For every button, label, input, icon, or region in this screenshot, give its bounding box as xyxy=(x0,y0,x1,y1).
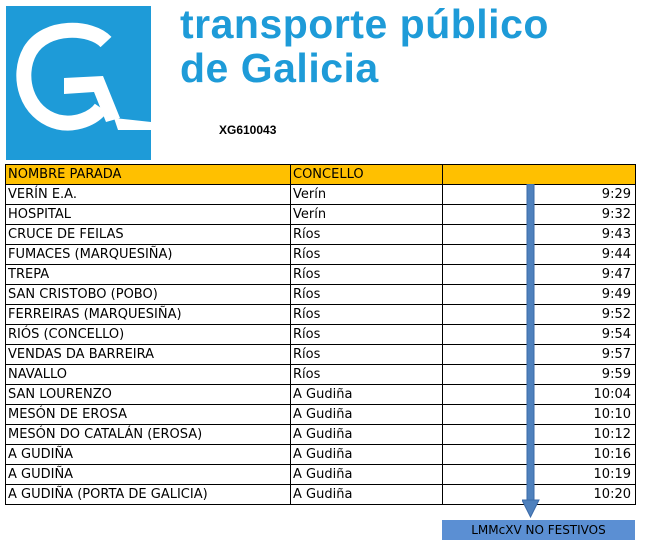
time-cell: 9:54 xyxy=(443,325,636,345)
stop-name-cell: MESÓN DO CATALÁN (EROSA) xyxy=(6,425,291,445)
service-days-label: LMMcXV NO FESTIVOS xyxy=(442,520,635,540)
stop-name-cell: FERREIRAS (MARQUESIÑA) xyxy=(6,305,291,325)
council-cell: A Gudiña xyxy=(291,465,443,485)
council-cell: A Gudiña xyxy=(291,445,443,465)
table-row xyxy=(6,465,636,485)
council-cell: Ríos xyxy=(291,265,443,285)
council-cell: Ríos xyxy=(291,245,443,265)
table-row xyxy=(6,425,636,445)
time-cell: 10:10 xyxy=(443,405,636,425)
council-cell: A Gudiña xyxy=(291,485,443,505)
stop-name-cell: VENDAS DA BARREIRA xyxy=(6,345,291,365)
time-cell: 10:04 xyxy=(443,385,636,405)
table-row xyxy=(6,385,636,405)
stop-name-cell: TREPA xyxy=(6,265,291,285)
stop-name-cell: MESÓN DE EROSA xyxy=(6,405,291,425)
stop-name-cell: A GUDIÑA xyxy=(6,465,291,485)
table-row xyxy=(6,265,636,285)
stop-name-cell: FUMACES (MARQUESIÑA) xyxy=(6,245,291,265)
table-row xyxy=(6,365,636,385)
time-cell: 9:29 xyxy=(443,185,636,205)
stop-name-cell: NAVALLO xyxy=(6,365,291,385)
table-row xyxy=(6,325,636,345)
stop-name-cell: A GUDIÑA (PORTA DE GALICIA) xyxy=(6,485,291,505)
table-row xyxy=(6,225,636,245)
council-cell: Ríos xyxy=(291,325,443,345)
time-cell: 9:47 xyxy=(443,265,636,285)
time-cell: 9:44 xyxy=(443,245,636,265)
stop-name-cell: VERÍN E.A. xyxy=(6,185,291,205)
council-cell: Verín xyxy=(291,205,443,225)
table-row xyxy=(6,485,636,505)
brand-line-2: de Galicia xyxy=(180,45,379,91)
timetable xyxy=(5,164,636,505)
stop-name-cell: SAN CRISTOBO (POBO) xyxy=(6,285,291,305)
council-cell: Ríos xyxy=(291,345,443,365)
time-cell: 9:59 xyxy=(443,365,636,385)
table-row xyxy=(6,285,636,305)
time-cell: 9:52 xyxy=(443,305,636,325)
header-time xyxy=(443,165,636,185)
table-row xyxy=(6,345,636,365)
time-cell: 10:16 xyxy=(443,445,636,465)
council-cell: Ríos xyxy=(291,225,443,245)
council-cell: Verín xyxy=(291,185,443,205)
council-cell: A Gudiña xyxy=(291,425,443,445)
stop-name-cell: SAN LOURENZO xyxy=(6,385,291,405)
table-row xyxy=(6,305,636,325)
time-cell: 9:49 xyxy=(443,285,636,305)
stop-name-cell: CRUCE DE FEILAS xyxy=(6,225,291,245)
table-row xyxy=(6,405,636,425)
table-row xyxy=(6,185,636,205)
table-header-row xyxy=(6,165,636,185)
time-cell: 10:12 xyxy=(443,425,636,445)
council-cell: Ríos xyxy=(291,305,443,325)
table-row xyxy=(6,245,636,265)
time-cell: 10:20 xyxy=(443,485,636,505)
council-cell: A Gudiña xyxy=(291,385,443,405)
header-council: CONCELLO xyxy=(291,165,443,185)
brand-title xyxy=(180,2,549,90)
time-cell: 9:57 xyxy=(443,345,636,365)
stop-name-cell: HOSPITAL xyxy=(6,205,291,225)
stop-name-cell: RIÓS (CONCELLO) xyxy=(6,325,291,345)
council-cell: Ríos xyxy=(291,365,443,385)
header-stop-name: NOMBRE PARADA xyxy=(6,165,291,185)
council-cell: Ríos xyxy=(291,285,443,305)
brand-line-1: transporte público xyxy=(180,1,549,47)
stop-name-cell: A GUDIÑA xyxy=(6,445,291,465)
table-row xyxy=(6,445,636,465)
council-cell: A Gudiña xyxy=(291,405,443,425)
table-row xyxy=(6,205,636,225)
time-cell: 9:43 xyxy=(443,225,636,245)
galicia-logo-icon xyxy=(6,6,151,160)
time-cell: 9:32 xyxy=(443,205,636,225)
route-code: XG610043 xyxy=(219,123,277,137)
time-cell: 10:19 xyxy=(443,465,636,485)
